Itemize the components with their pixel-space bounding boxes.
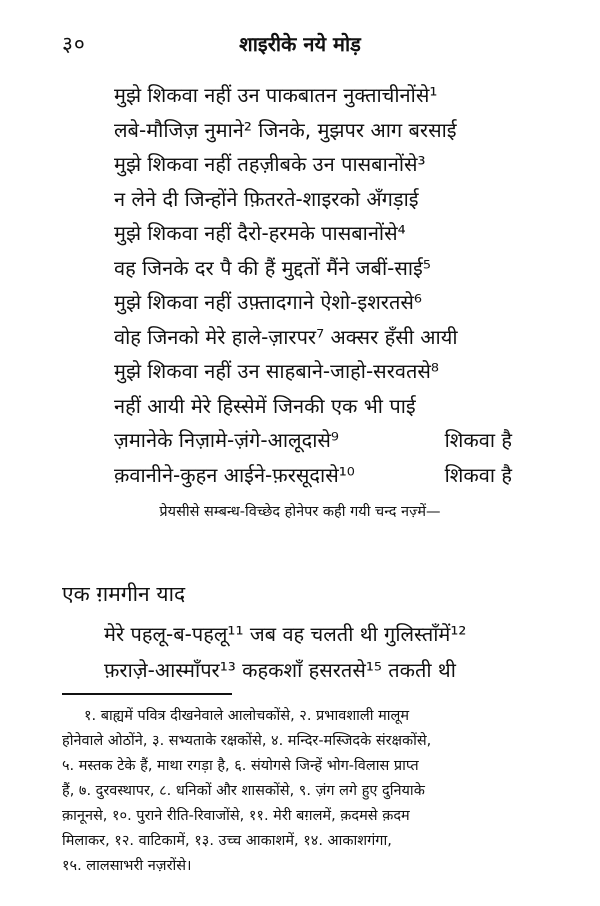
footnote-line: ५. मस्तक टेके हैं, माथा रगड़ा है, ६. संयोगसे जिन्हें भोग-विलास प्राप्त bbox=[62, 758, 419, 774]
poem-line bbox=[114, 423, 514, 458]
poem-caption: प्रेयसीसे सम्बन्ध-विच्छेद होनेपर कही गयी चन्द नज़्में— bbox=[159, 504, 441, 520]
page-number: ३० bbox=[62, 32, 86, 56]
poem-line: मुझे शिकवा नहीं दैरो-हरमके पासबानोंसे⁴ bbox=[114, 221, 406, 245]
poem-line: नहीं आयी मेरे हिस्सेमें जिनकी एक भी पाई bbox=[114, 393, 416, 418]
poem-line: मुझे शिकवा नहीं उन साहबाने-जाहो-सरवतसे⁸ bbox=[114, 359, 439, 383]
footnote-line: हैं, ७. दुरवस्थापर, ८. धनिकों और शासकोंसे, ९. ज़ंग लगे हुए दुनियाके bbox=[62, 783, 425, 799]
footnotes bbox=[62, 704, 562, 879]
poem-line-left: ज़मानेके निज़ामे-ज़ंगे-आलूदासे⁹ bbox=[114, 428, 339, 452]
footnote-line: होनेवाले ओठोंने, ३. सभ्यताके रक्षकोंसे, ४. मन्दिर-मस्जिदके संरक्षकोंसे, bbox=[62, 733, 432, 749]
poem-line: मुझे शिकवा नहीं उन पाकबातन नुक्ताचीनोंसे¹ bbox=[114, 83, 438, 107]
poem-line: लबे-मौजिज़ नुमाने² जिनके, मुझपर आग बरसाई bbox=[114, 117, 457, 142]
running-title: शाइरीके नये मोड़ bbox=[239, 32, 361, 56]
poem-line: वह जिनके दर पै की हैं मुद्दतों मैंने जबीं-साई⁵ bbox=[114, 255, 431, 280]
poem-line bbox=[114, 458, 514, 493]
poem-line-refrain: शिकवा है bbox=[444, 428, 512, 452]
footnote-line: क़ानूनसे, १०. पुराने रीति-रिवाजोंसे, ११. मेरी बग़लमें, क़दमसे क़दम bbox=[62, 808, 410, 824]
footnote-line: मिलाकर, १२. वाटिकामें, १३. उच्च आकाशमें, १४. आकाशगंगा, bbox=[62, 833, 392, 849]
section-title: एक ग़मगीन याद bbox=[62, 582, 186, 606]
poem-line-refrain: शिकवा है bbox=[444, 462, 512, 487]
poem-line: मुझे शिकवा नहीं तहज़ीबके उन पासबानोंसे³ bbox=[114, 152, 426, 176]
verse-line: फ़राज़े-आस्माँपर¹³ कहकशाँ हसरतसे¹⁵ तकती थी bbox=[104, 658, 456, 682]
poem-line: मुझे शिकवा नहीं उफ़्तादगाने ऐशो-इशरतसे⁶ bbox=[114, 290, 422, 314]
footnote-divider bbox=[62, 693, 232, 695]
poem-block bbox=[114, 78, 514, 492]
verse-line: मेरे पहलू-ब-पहलू¹¹ जब वह चलती थी गुलिस्ताँमें¹² bbox=[104, 622, 467, 646]
footnote-line: १. बाह्यमें पवित्र दीखनेवाले आलोचकोंसे, २. प्रभावशाली मालूम bbox=[84, 708, 410, 724]
footnote-line: १५. लालसाभरी नज़रोंसे। bbox=[62, 858, 192, 874]
poem-line-left: क़वानीने-कुहन आईने-फ़रसूदासे¹⁰ bbox=[114, 462, 355, 487]
poem-line: वोह जिनको मेरे हाले-ज़ारपर⁷ अक्सर हँसी आयी bbox=[114, 324, 458, 349]
page-header bbox=[0, 30, 600, 60]
verse-block bbox=[104, 616, 504, 688]
poem-line: न लेने दी जिन्होंने फ़ितरते-शाइरको अँगड़ाई bbox=[114, 186, 419, 211]
